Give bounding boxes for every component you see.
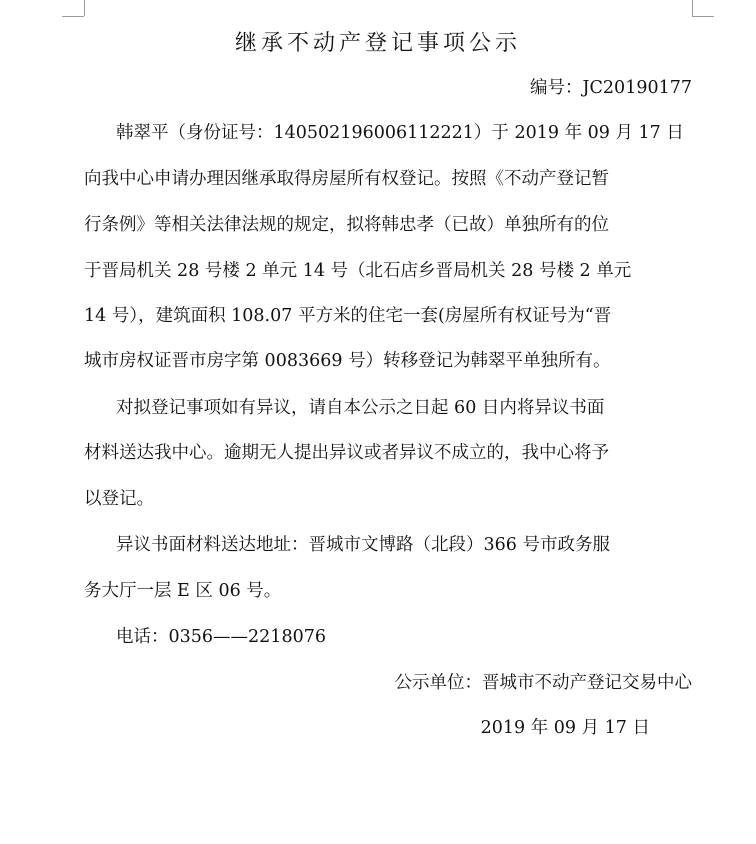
crop-mark-top-left-vertical: [84, 0, 85, 16]
paragraph1-line1: 韩翠平（身份证号：140502196006112221）于 2019 年 09 月 17 日: [116, 123, 684, 143]
date-line: 2019 年 09 月 17 日: [480, 718, 650, 738]
paragraph2-line2: 材料送达我中心。逾期无人提出异议或者异议不成立的，我中心将予: [84, 443, 609, 463]
document-title: 继承不动产登记事项公示: [234, 31, 521, 56]
crop-mark-top-left-horizontal: [62, 16, 84, 17]
paragraph1-line4: 于晋局机关 28 号楼 2 单元 14 号（北石店乡晋局机关 28 号楼 2 单元: [84, 261, 632, 281]
phone-line: 电话：0356——2218076: [116, 627, 326, 647]
crop-mark-top-right-horizontal: [692, 16, 714, 17]
document-number: 编号：JC20190177: [530, 78, 692, 98]
paragraph3-line1: 异议书面材料送达地址：晋城市文博路（北段）366 号市政务服: [116, 535, 610, 555]
paragraph2-line1: 对拟登记事项如有异议，请自本公示之日起 60 日内将异议书面: [116, 398, 605, 418]
paragraph1-line3: 行条例》等相关法律法规的规定，拟将韩忠孝（已故）单独所有的位: [84, 215, 609, 235]
paragraph1-line2: 向我中心申请办理因继承取得房屋所有权登记。按照《不动产登记暂: [84, 169, 609, 189]
crop-mark-top-right-vertical: [692, 0, 693, 16]
paragraph3-line2: 务大厅一层 E 区 06 号。: [84, 581, 282, 601]
paragraph2-line3: 以登记。: [84, 489, 154, 509]
paragraph1-line6: 城市房权证晋市房字第 0083669 号）转移登记为韩翠平单独所有。: [84, 351, 611, 371]
paragraph1-line5: 14 号），建筑面积 108.07 平方米的住宅一套(房屋所有权证号为“晋: [84, 306, 612, 326]
issuer-line: 公示单位：晋城市不动产登记交易中心: [394, 673, 692, 693]
